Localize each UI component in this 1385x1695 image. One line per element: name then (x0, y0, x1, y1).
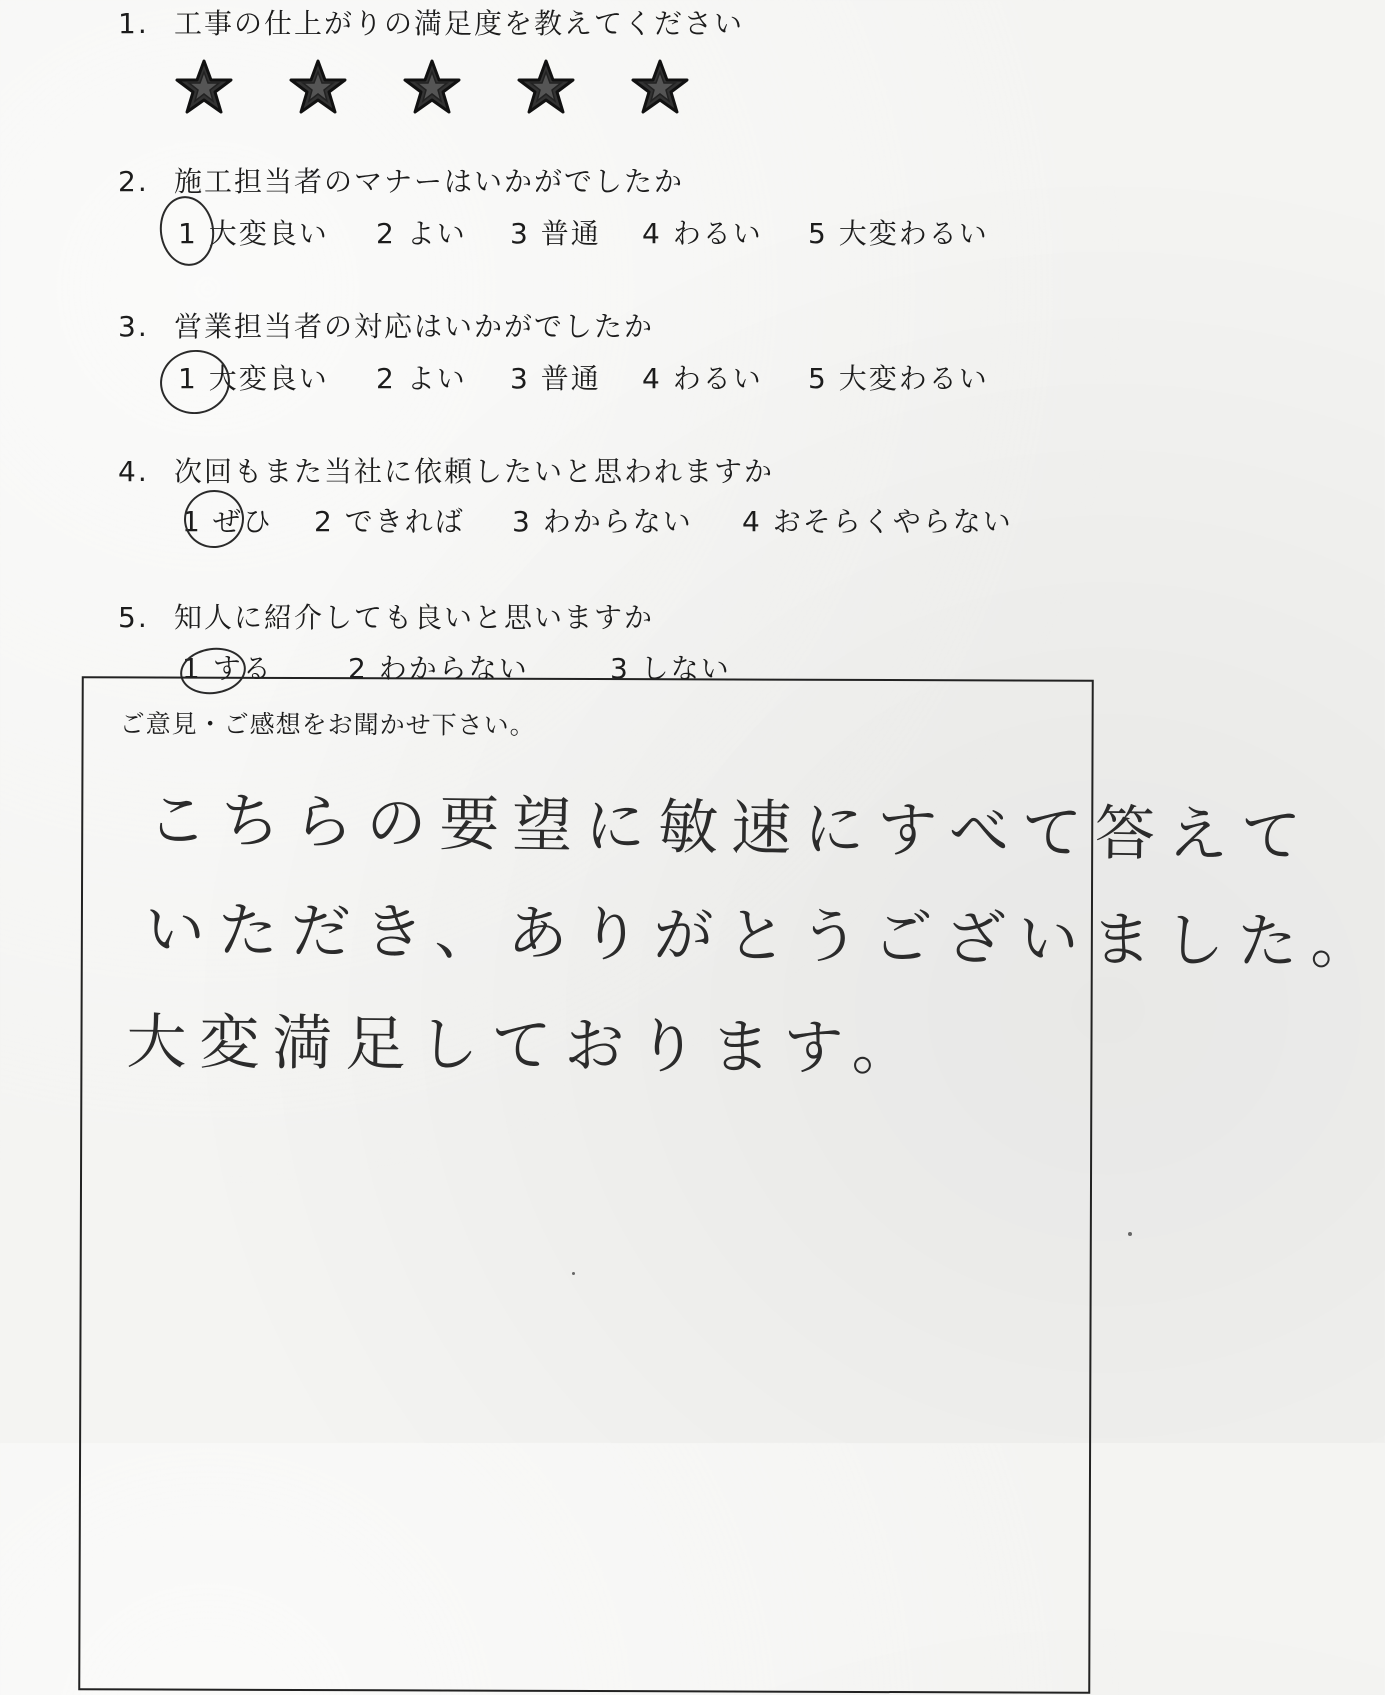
question-4-options (182, 500, 1042, 540)
option-q5-3[interactable]: 3 しない (610, 652, 731, 685)
handwritten-comment-line-1: こちらの要望に敏速にすべて答えて (146, 785, 1315, 872)
option-q2-4[interactable]: 4 わるい (642, 217, 763, 250)
option-q3-3[interactable]: 3 普通 (510, 362, 601, 395)
option-q2-2[interactable]: 2 よい (376, 217, 467, 250)
question-1-number: 1. (118, 7, 149, 40)
option-q3-5[interactable]: 5 大変わるい (808, 362, 989, 395)
comment-box-heading: ご意見・ご感想をお聞かせ下さい。 (119, 709, 536, 740)
option-q4-2[interactable]: 2 できれば (314, 505, 465, 538)
selection-circle-q2 (155, 193, 218, 270)
option-q5-1[interactable]: 1 する (182, 652, 273, 685)
question-3-number: 3. (118, 310, 149, 343)
selection-circle-q4 (180, 486, 247, 552)
option-q3-4[interactable]: 4 わるい (642, 362, 763, 395)
option-q2-5[interactable]: 5 大変わるい (808, 217, 989, 250)
question-1 (118, 2, 744, 42)
question-4-text: 次回もまた当社に依頼したいと思われますか (174, 455, 775, 488)
option-q3-1[interactable]: 1 大変良い (178, 362, 329, 395)
comment-box[interactable] (78, 676, 1384, 1694)
star-icon-1[interactable] (175, 58, 233, 116)
question-4-number: 4. (118, 455, 149, 488)
question-2-options (178, 212, 1038, 252)
option-q2-3[interactable]: 3 普通 (510, 217, 601, 250)
scan-speck (572, 1272, 575, 1275)
option-q4-4[interactable]: 4 おそらくやらない (742, 505, 1013, 538)
question-5 (118, 596, 654, 636)
star-icon-3[interactable] (403, 58, 461, 116)
star-icon-5[interactable] (631, 58, 689, 116)
option-q3-2[interactable]: 2 よい (376, 362, 467, 395)
question-2 (118, 160, 684, 200)
star-icon-4[interactable] (517, 58, 575, 116)
question-5-text: 知人に紹介しても良いと思いますか (174, 601, 655, 634)
question-1-text: 工事の仕上がりの満足度を教えてください (174, 7, 745, 40)
question-3 (118, 305, 654, 345)
star-icon-2[interactable] (289, 58, 347, 116)
question-2-text: 施工担当者のマナーはいかがでしたか (174, 165, 685, 198)
option-q2-1[interactable]: 1 大変良い (178, 217, 329, 250)
scan-speck (1128, 1232, 1132, 1236)
option-q4-1[interactable]: 1 ぜひ (182, 505, 273, 538)
option-q5-2[interactable]: 2 わからない (348, 652, 529, 685)
question-3-text: 営業担当者の対応はいかがでしたか (174, 310, 655, 343)
question-3-options (178, 357, 1038, 397)
question-5-number: 5. (118, 601, 149, 634)
question-4 (118, 450, 774, 490)
option-q4-3[interactable]: 3 わからない (512, 505, 693, 538)
handwritten-comment-line-3: 大変満足しております。 (126, 1007, 925, 1085)
question-2-number: 2. (118, 165, 149, 198)
handwritten-comment-line-2: いただき、ありがとうございました。 (144, 895, 1384, 979)
